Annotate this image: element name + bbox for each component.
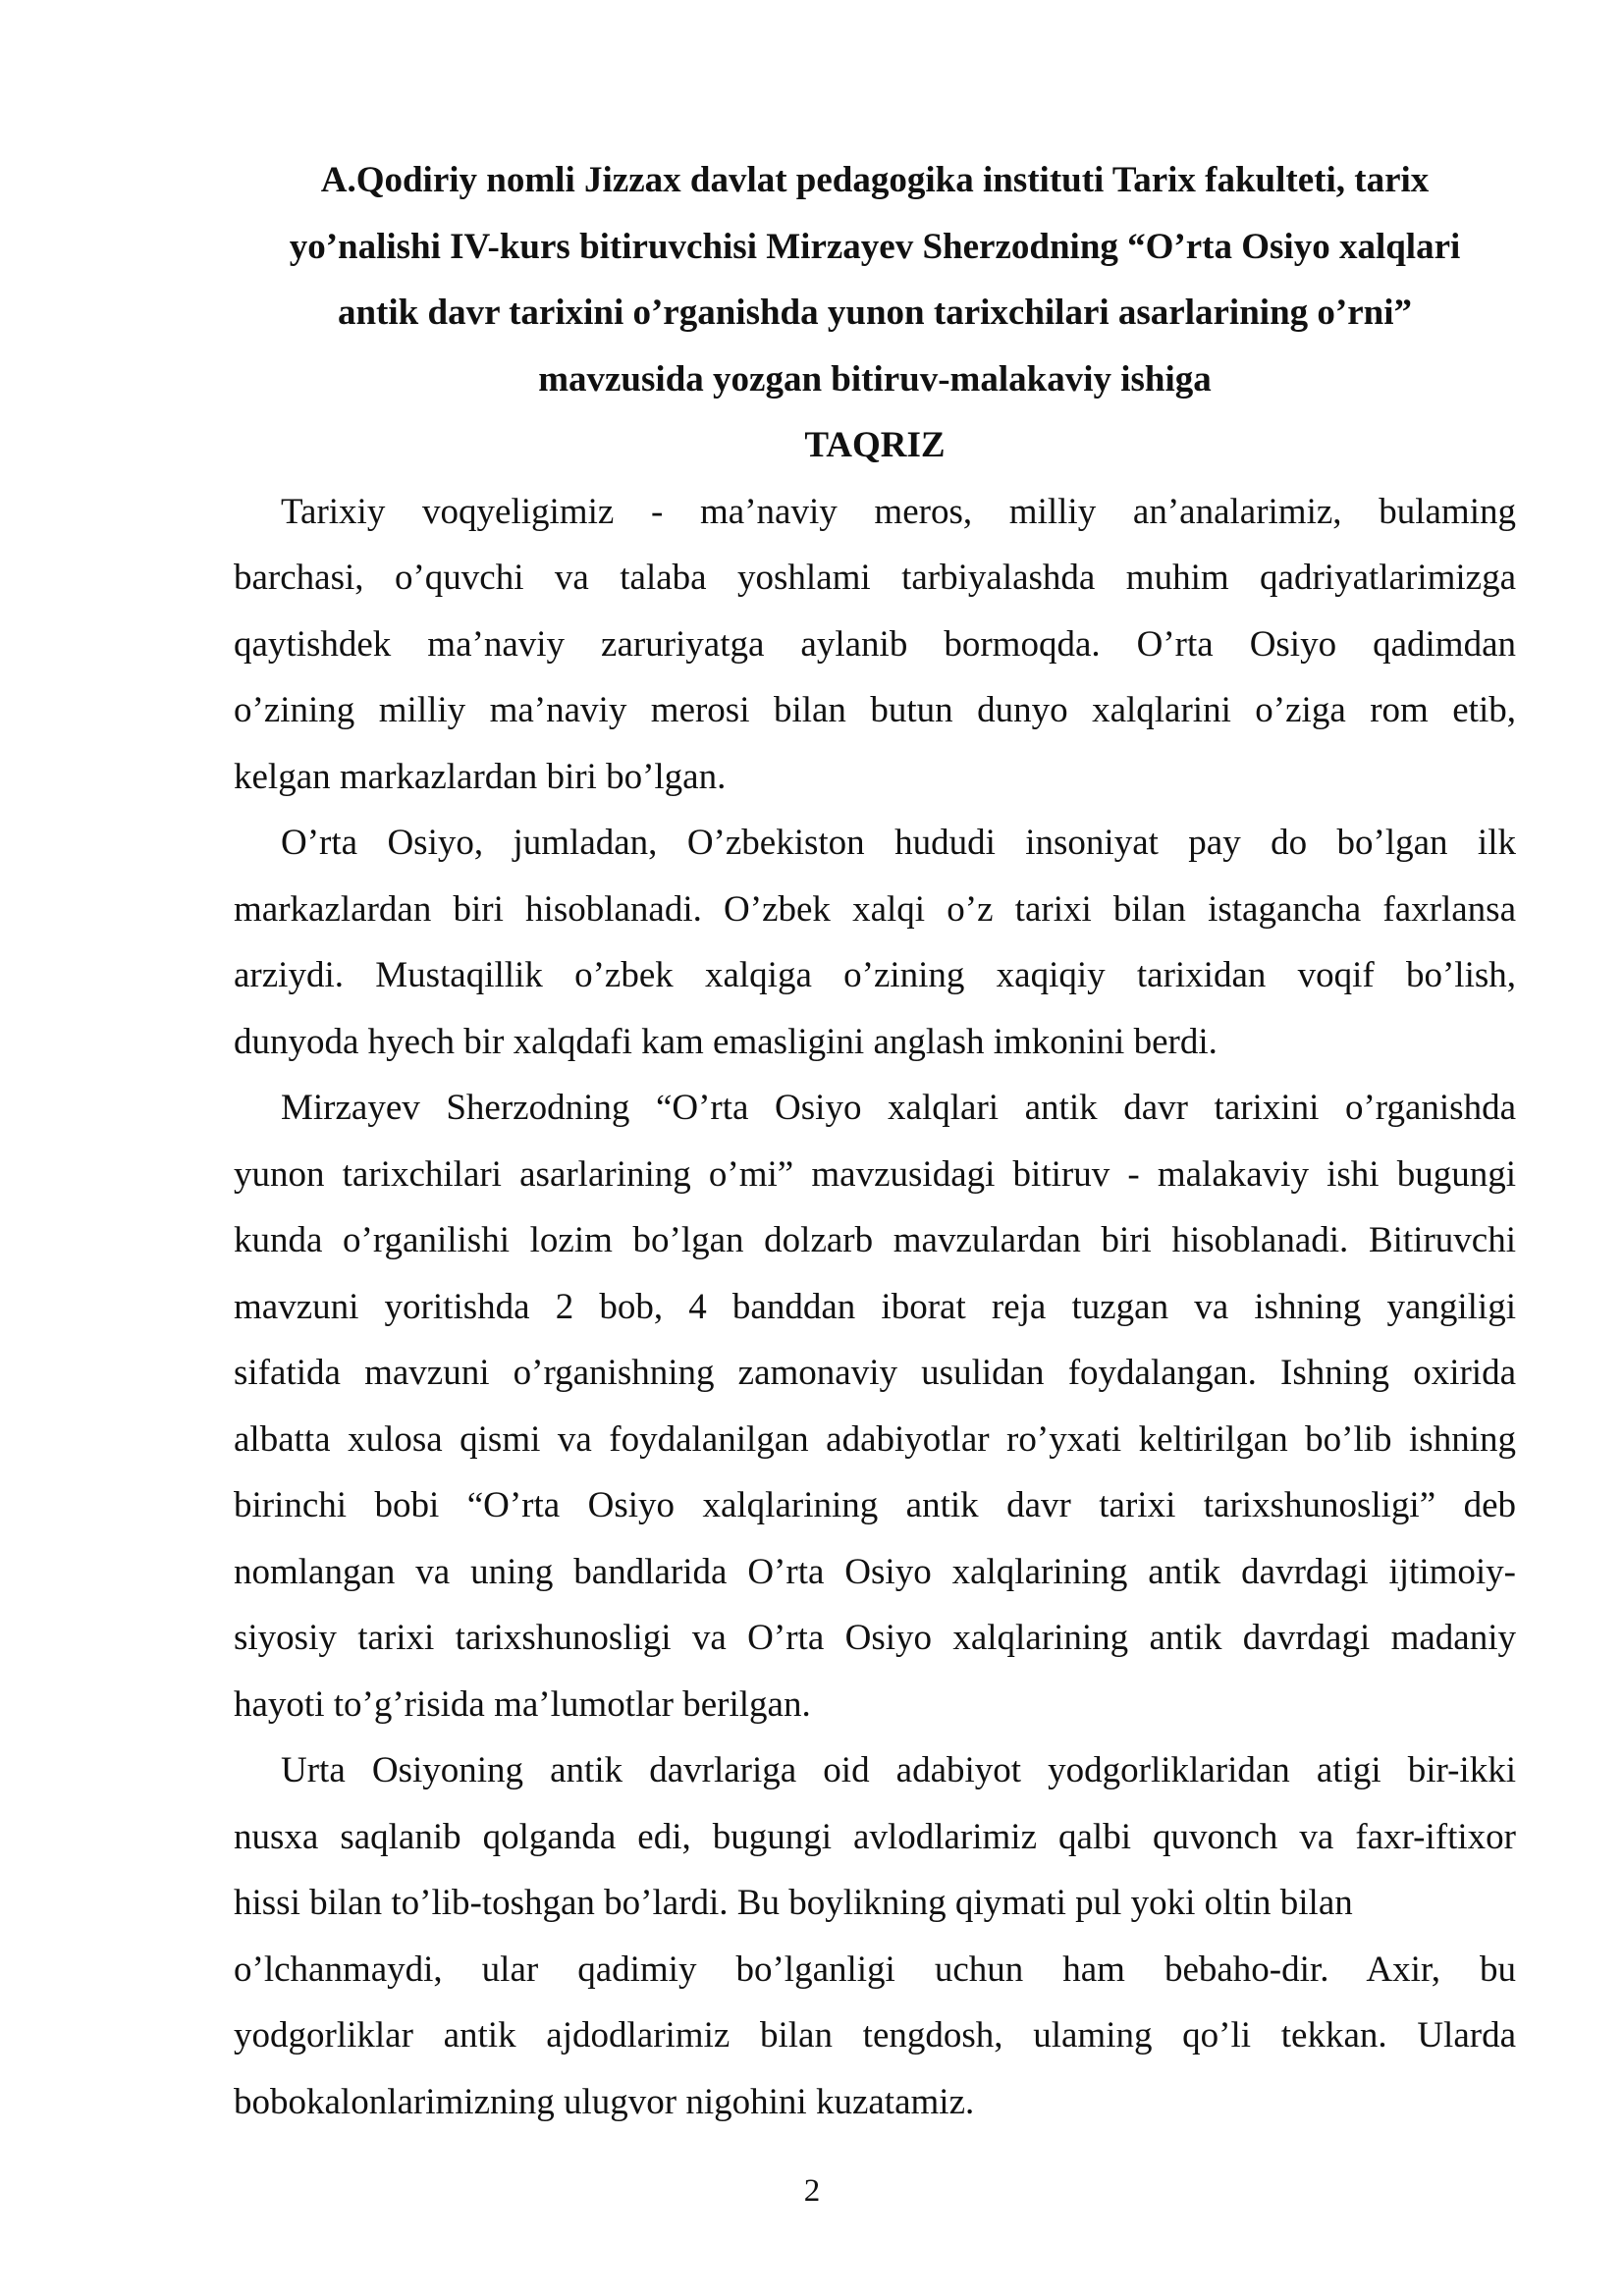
- text-line: hayoti to’g’risida ma’lumotlar berilgan.: [234, 1683, 811, 1725]
- paragraph-1: [234, 479, 1516, 811]
- paragraph-3: [234, 1075, 1516, 1737]
- text-line: Tarixiy voqyeligimiz - ma’naviy meros, milliy an’analarimiz, bulaming: [281, 491, 1516, 532]
- text-line: o’zining milliy ma’naviy merosi bilan butun dunyo xalqlarini o’ziga rom etib,: [234, 690, 1516, 730]
- text-line: nomlangan va uning bandlarida O’rta Osiyo xalqlarining antik davrdagi ijtimoiy-: [234, 1551, 1516, 1592]
- text-line: yunon tarixchilari asarlarining o’mi” mavzusidagi bitiruv - malakaviy ishi bugungi: [234, 1153, 1516, 1195]
- paragraph-4: [234, 1737, 1516, 2135]
- text-line: albatta xulosa qismi va foydalanilgan adabiyotlar ro’yxati keltirilgan bo’lib ishning: [234, 1418, 1516, 1460]
- heading-line: yo’nalishi IV-kurs bitiruvchisi Mirzayev Sherzodning “O’rta Osiyo xalqlari: [289, 226, 1461, 267]
- document-heading: [234, 147, 1516, 412]
- section-title: TAQRIZ: [804, 425, 946, 465]
- text-line: kelgan markazlardan biri bo’lgan.: [234, 756, 727, 797]
- text-line: birinchi bobi “O’rta Osiyo xalqlarining antik davr tarixi tarixshunosligi” deb: [234, 1485, 1516, 1525]
- text-line: mavzuni yoritishda 2 bob, 4 banddan iborat reja tuzgan va ishning yangiligi: [234, 1286, 1516, 1327]
- heading-line: A.Qodiriy nomli Jizzax davlat pedagogika instituti Tarix fakulteti, tarix: [320, 160, 1430, 200]
- text-line: yodgorliklar antik ajdodlarimiz bilan tengdosh, ulaming qo’li tekkan. Ularda: [234, 2015, 1516, 2056]
- text-line: nusxa saqlanib qolganda edi, bugungi avlodlarimiz qalbi quvonch va faxr-iftixor: [234, 1816, 1516, 1857]
- text-line: o’lchanmaydi, ular qadimiy bo’lganligi uchun ham bebaho-dir. Axir, bu: [234, 1949, 1516, 1990]
- text-line: bobokalonlarimizning ulugvor nigohini kuzatamiz.: [234, 2081, 975, 2122]
- page-number: 2: [803, 2173, 821, 2209]
- text-line: O’rta Osiyo, jumladan, O’zbekiston hududi insoniyat pay do bo’lgan ilk: [281, 823, 1516, 863]
- text-line: barchasi, o’quvchi va talaba yoshlami tarbiyalashda muhim qadriyatlarimizga: [234, 558, 1516, 598]
- text-line: qaytishdek ma’naviy zaruriyatga aylanib bormoqda. O’rta Osiyo qadimdan: [234, 623, 1516, 665]
- text-line: sifatida mavzuni o’rganishning zamonaviy usulidan foydalangan. Ishning oxirida: [234, 1353, 1516, 1393]
- text-line: kunda o’rganilishi lozim bo’lgan dolzarb mavzulardan biri hisoblanadi. Bitiruvchi: [234, 1220, 1516, 1260]
- text-line: siyosiy tarixi tarixshunosligi va O’rta Osiyo xalqlarining antik davrdagi madaniy: [234, 1618, 1516, 1658]
- document-page: [234, 147, 1516, 2135]
- text-line: dunyoda hyech bir xalqdafi kam emasligini anglash imkonini berdi.: [234, 1021, 1218, 1062]
- heading-line: antik davr tarixini o’rganishda yunon tarixchilari asarlarining o’rni”: [337, 293, 1412, 333]
- text-line: markazlardan biri hisoblanadi. O’zbek xalqi o’z tarixi bilan istagancha faxrlansa: [234, 888, 1516, 930]
- text-line: hissi bilan to’lib-toshgan bo’lardi. Bu boylikning qiymati pul yoki oltin bilan: [234, 1883, 1353, 1923]
- paragraph-2: [234, 810, 1516, 1075]
- text-line: Urta Osiyoning antik davrlariga oid adabiyot yodgorliklaridan atigi bir-ikki: [281, 1750, 1516, 1790]
- text-line: Mirzayev Sherzodning “O’rta Osiyo xalqlari antik davr tarixini o’rganishda: [281, 1088, 1516, 1128]
- heading-line: mavzusida yozgan bitiruv-malakaviy ishiga: [538, 358, 1212, 400]
- text-line: arziydi. Mustaqillik o’zbek xalqiga o’zining xaqiqiy tarixidan voqif bo’lish,: [234, 955, 1516, 995]
